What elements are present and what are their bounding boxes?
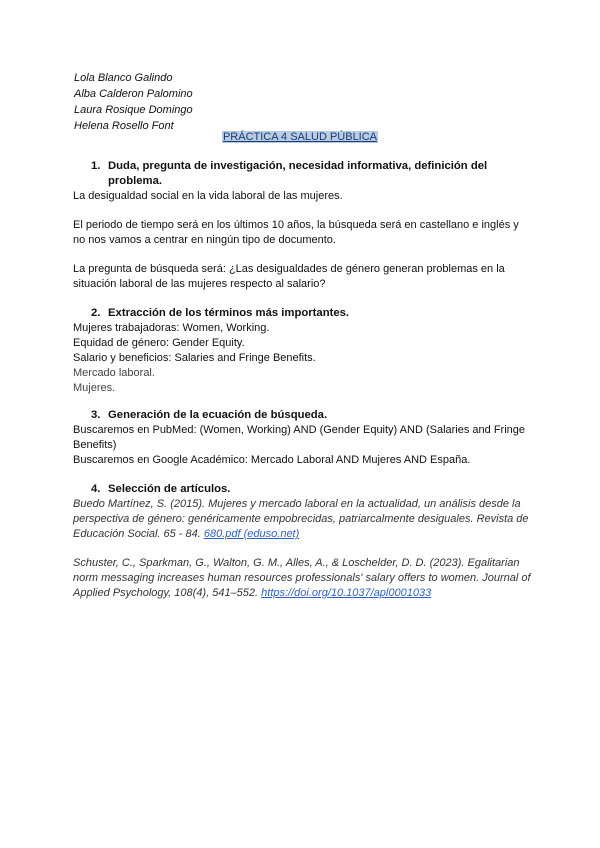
section-heading-text: Extracción de los términos más importantes. [108,307,350,319]
section-heading [73,159,533,189]
document-title-text[interactable]: PRÁCTICA 4 SALUD PÚBLICA [222,131,378,143]
section-heading-text: Generación de la ecuación de búsqueda. [108,409,328,421]
author-name: Lola Blanco Galindo [74,72,173,84]
reference-entry [73,556,533,601]
term-line: Mujeres. [73,382,116,394]
term-line: Salario y beneficios: Salaries and Fringe Benefits. [73,352,316,364]
author-list [74,70,193,134]
author-name: Laura Rosique Domingo [74,104,193,116]
search-equation: Buscaremos en Google Académico: Mercado Laboral AND Mujeres AND España. [73,454,471,466]
section-4 [73,482,533,601]
reference-text: Schuster, C., Sparkman, G., Walton, G. M., Alles, A., & Loschelder, D. D. (2023). Egalitarian norm messaging increases human resources professionals' salary offers to women. Journal of Applied Psychology, 108(4), 541–552. [73,557,531,599]
section-heading-text: Duda, pregunta de investigación, necesidad informativa, definición del problema. [108,160,488,187]
paragraph: La desigualdad social en la vida laboral de las mujeres. [73,190,343,202]
section-number: 1. [91,160,101,172]
document-title [0,130,600,145]
search-equation: Buscaremos en PubMed: (Women, Working) AND (Gender Equity) AND (Salaries and Fringe Benefits) [73,424,525,451]
section-2 [73,306,533,396]
section-number: 4. [91,483,101,495]
section-heading [73,408,533,423]
section-3 [73,408,533,468]
reference-link[interactable]: https://doi.org/10.1037/apl0001033 [261,587,432,599]
author-name: Helena Rosello Font [74,120,174,132]
paragraph: La pregunta de búsqueda será: ¿Las desigualdades de género generan problemas en la situación laboral de las mujeres respecto al salario? [73,263,505,290]
paragraph: El periodo de tiempo será en los últimos 10 años, la búsqueda será en castellano e inglés y no nos vamos a centrar en ningún tipo de documento. [73,219,519,246]
reference-entry [73,497,533,542]
section-heading [73,306,533,321]
term-line: Mujeres trabajadoras: Women, Working. [73,322,270,334]
author-name: Alba Calderon Palomino [74,88,193,100]
section-heading-text: Selección de artículos. [108,483,231,495]
section-number: 3. [91,409,101,421]
section-number: 2. [91,307,101,319]
term-line: Mercado laboral. [73,367,155,379]
reference-text: Buedo Martínez, S. (2015). Mujeres y mercado laboral en la actualidad, un análisis desde la perspectiva de género: genéricamente empobrecidas, patriarcalmente desiguales. Revista de Educación Social. 65 - 84. [73,498,529,540]
term-line: Equidad de género: Gender Equity. [73,337,245,349]
reference-link[interactable]: 680.pdf (eduso.net) [203,528,300,540]
section-heading [73,482,533,497]
section-1 [73,159,533,292]
